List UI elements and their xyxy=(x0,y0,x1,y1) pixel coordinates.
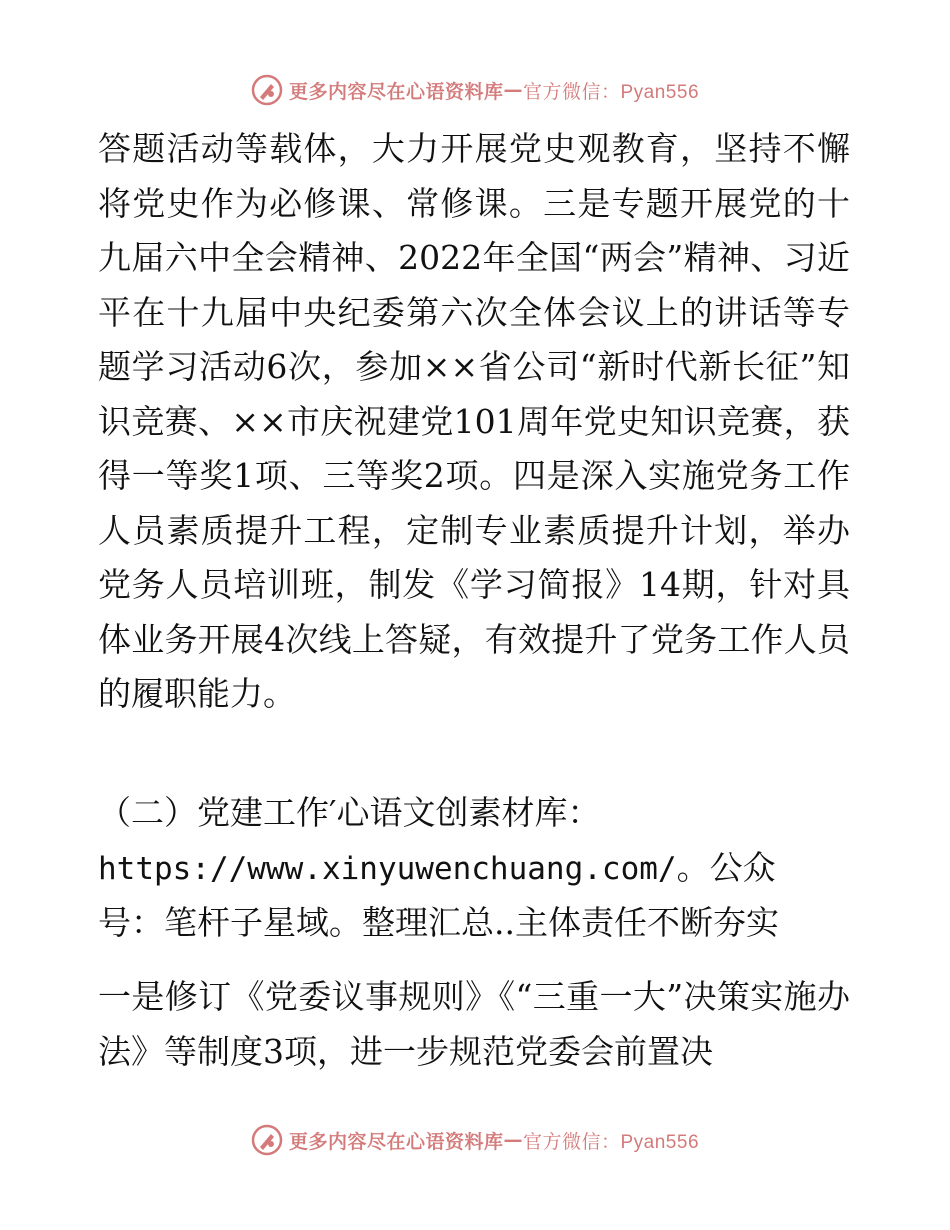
section-heading-prefix: （二）党建工作′心语文创素材库： xyxy=(98,793,601,832)
footer-brand-text: 更多内容尽在心语资料库 xyxy=(288,1130,504,1153)
header-separator: — xyxy=(503,79,523,101)
header-brand-text: 更多内容尽在心语资料库 xyxy=(288,80,504,103)
section-heading-party-building xyxy=(98,786,798,951)
paragraph-rules-revision: 一是修订《党委议事规则》《“三重一大”决策实施办法》等制度3项，进一步规范党委会前置决 xyxy=(98,977,850,1071)
footer-contact-text: 官方微信：Pyan556 xyxy=(523,1131,700,1153)
section-heading-suffix: 。公众号：笔杆子星域。整理汇总..主体责任不断夯实 xyxy=(98,847,779,942)
header-contact-text: 官方微信：Pyan556 xyxy=(523,81,700,103)
paragraph-party-history-education: 答题活动等载体，大力开展党史观教育，坚持不懈将党史作为必修课、常修课。三是专题开展党的十九届六中全会精神、2022年全国“两会”精神、习近平在十九届中央纪委第六次全体会议上的讲话等专题学习活动6次，参加××省公司“新时代新长征”知识竞赛、××市庆祝建党101周年党史知识竞赛，获得一等奖1项、三等奖2项。四是深入实施党务工作人员素质提升工程，定制专业素质提升计划，举办党务人员培训班，制发《学习简报》14期，针对具体业务开展4次线上答疑，有效提升了党务工作人员的履职能力。 xyxy=(98,129,850,713)
section-heading-url: https://www.xinyuwenchuang.com/ xyxy=(98,850,677,887)
pen-logo-icon xyxy=(251,74,283,106)
footer-separator: — xyxy=(503,1129,523,1151)
page-footer-watermark xyxy=(0,1124,950,1156)
pen-logo-icon xyxy=(251,1124,283,1156)
page-header-watermark xyxy=(0,74,950,106)
